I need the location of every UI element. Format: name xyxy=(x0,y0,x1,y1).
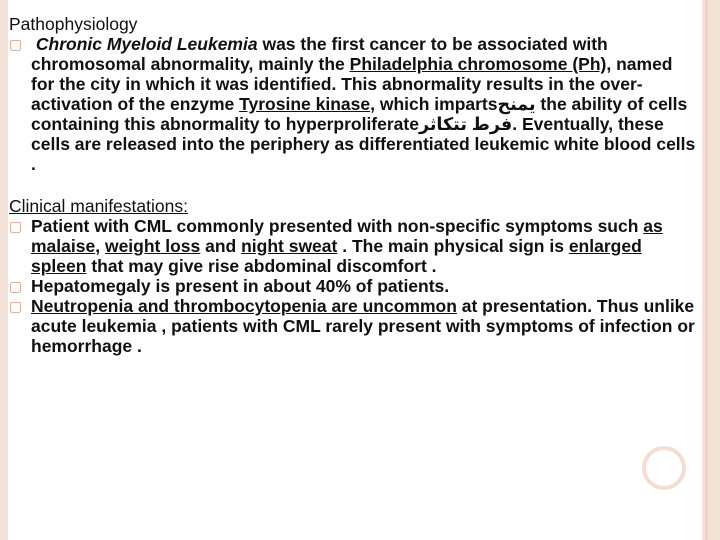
text-run: Patient with CML commonly presented with non-specific symptoms such xyxy=(31,216,644,236)
text-run: , xyxy=(95,236,105,256)
bullet-text: Hepatomegaly is present in about 40% of patients. xyxy=(31,276,450,296)
hollow-square-bullet-icon: ▢ xyxy=(9,278,23,294)
weight-loss-term: weight loss xyxy=(104,236,201,256)
text-run: and xyxy=(200,236,242,256)
text-run: at presentation. Thus unlike acute leukemia , patients with CML rarely present with symptoms of infection or hemorrhage . xyxy=(31,296,695,356)
pathophysiology-bullet xyxy=(9,34,699,174)
section-gap xyxy=(9,174,699,196)
bullet-text xyxy=(31,216,663,276)
hollow-square-bullet-icon: ▢ xyxy=(9,36,23,52)
hollow-square-bullet-icon: ▢ xyxy=(9,298,23,314)
neutropenia-term: Neutropenia and thrombocytopenia are uncommon xyxy=(31,296,457,316)
enlarged-spleen-term: enlarged spleen xyxy=(31,236,642,276)
arabic-translation: فرط تتكاثر xyxy=(418,114,513,134)
left-border-frame xyxy=(0,0,8,540)
cml-term: Chronic Myeloid Leukemia xyxy=(35,34,258,54)
text-run: named for the city in which it was identified. This abnormality results in the over-activation of the enzyme xyxy=(31,54,673,114)
slide-content xyxy=(9,14,699,356)
bullet-text xyxy=(31,296,695,356)
pathophysiology-heading: Pathophysiology xyxy=(9,14,138,34)
text-run: was the first cancer to be associated with chromosomal abnormality, mainly the xyxy=(31,34,608,74)
hollow-square-bullet-icon: ▢ xyxy=(9,218,23,234)
circle-ornament xyxy=(642,446,686,490)
text-run: . The main physical sign is xyxy=(337,236,569,256)
neutropenia-bullet xyxy=(9,296,699,356)
text-run: that may give rise abdominal discomfort . xyxy=(86,256,437,276)
tyrosine-kinase-term: Tyrosine kinase xyxy=(239,94,371,114)
hepatomegaly-bullet xyxy=(9,276,699,296)
arabic-translation: يمنح xyxy=(497,94,536,114)
malaise-term: as malaise xyxy=(31,216,663,256)
symptoms-bullet xyxy=(9,216,699,276)
text-run: the ability of cells containing this abnormality to hyperproliferate xyxy=(31,94,688,134)
right-border-line xyxy=(705,0,708,540)
philadelphia-chromosome-term: Philadelphia chromosome (Ph), xyxy=(349,54,612,74)
text-run: . Eventually, these cells are released into the periphery as differentiated leukemic white blood cells . xyxy=(31,114,696,174)
bullet-text xyxy=(31,34,695,174)
text-run: , which imparts xyxy=(370,94,498,114)
clinical-manifestations-heading: Clinical manifestations: xyxy=(9,196,188,216)
night-sweat-term: night sweat xyxy=(241,236,338,256)
